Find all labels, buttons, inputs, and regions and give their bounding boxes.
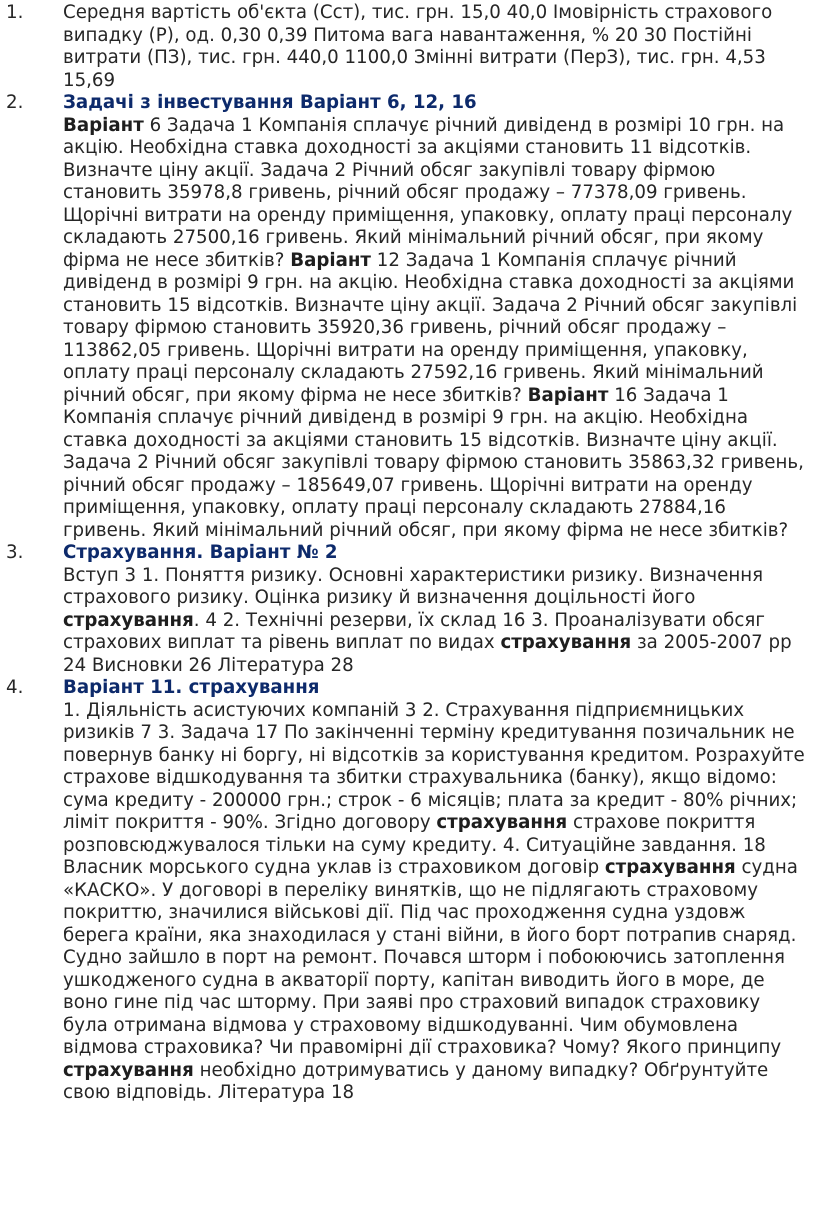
result-number: 3. — [6, 542, 24, 563]
snippet-highlight: Варіант — [63, 114, 144, 136]
result-number: 1. — [6, 2, 24, 23]
results-list — [0, 2, 810, 1105]
result-item — [0, 542, 810, 677]
result-item — [0, 2, 810, 92]
snippet-text: 16 Задача 1 Компанія сплачує річний дивіденд в розмірі 9 грн. на акцію. Необхідна ставка доходності за акціями становить 15 відсотків. Визначте ціну акції. Задача 2 Річний обсяг закупівлі товару фірмою становить 35863,32 гривень, річний обсяг продажу – 185649,07 гривень. Щорічні витрати на оренду приміщення, упаковку, оплату праці персоналу складають 27884,16 гривень. Який мінімальний річний обсяг, при якому фірма не несе збитків? — [63, 384, 804, 541]
snippet-text: Середня вартість об'єкта (Сст), тис. грн. 15,0 40,0 Імовірність страхового випадку (Р), од. 0,30 0,39 Питома вага навантаження, % 20 30 Постійні витрати (ПЗ), тис. грн. 440,0 1100,0 Змінні витрати (ПерЗ), тис. грн. 4,53 15,69 — [63, 2, 773, 91]
result-snippet — [63, 565, 810, 678]
snippet-text: 12 Задача 1 Компанія сплачує річний дивіденд в розмірі 9 грн. на акцію. Необхідна ставка доходності за акціями становить 15 відсотків. Визначте ціну акції. Задача 2 Річний обсяг закупівлі товару фірмою становить 35920,36 гривень, річний обсяг продажу – 113862,05 гривень. Щорічні витрати на оренду приміщення, упаковку, оплату праці персоналу складають 27592,16 гривень. Який мінімальний річний обсяг, при якому фірма не несе збитків? — [63, 249, 798, 406]
result-title-link[interactable]: Задачі з інвестування Варіант 6, 12, 16 — [63, 92, 477, 113]
snippet-highlight: страхування — [604, 857, 736, 878]
result-snippet — [63, 2, 810, 92]
result-item — [0, 677, 810, 1105]
result-number: 2. — [6, 92, 24, 113]
snippet-text: Вступ 3 1. Поняття ризику. Основні характеристики ризику. Визначення страхового ризику. Оцінка ризику й визначення доцільності його — [63, 564, 764, 608]
result-snippet — [63, 115, 810, 543]
snippet-text: судна «КАСКО». У договорі в переліку винятків, що не підлягають страховому покриттю, значилися військові дії. Під час проходження судна уздовж берега країни, яка знаходилася у стані війни, в його борт потрапив снаряд. Судно зайшло в порт на ремонт. Почався шторм і побоюючись затоплення ушкодженого судна в акваторії порту, капітан виводить його в море, де воно гине під час шторму. При заяві про страховий випадок страховику була отримана відмова у страховому відшкодуванні. Чим обумовлена відмова страховика? Чи правомірні дії страховика? Чому? Якого принципу — [63, 857, 798, 1058]
snippet-text: . 4 2. Технічні резерви, їх склад 16 3. Проаналізувати обсяг страхових виплат та рівень виплат по видах — [63, 609, 765, 653]
snippet-text: необхідно дотримуватись у даному випадку? Обґрунтуйте свою відповідь. Література 18 — [63, 1059, 769, 1103]
snippet-highlight: Варіант — [527, 384, 609, 406]
snippet-text: 6 Задача 1 Компанія сплачує річний дивіденд в розмірі 10 грн. на акцію. Необхідна ставка доходності за акціями становить 11 відсотків. Визначте ціну акції. Задача 2 Річний обсяг закупівлі товару фірмою становить 35978,8 гривень, річний обсяг продажу – 77378,09 гривень. Щорічні витрати на оренду приміщення, упаковку, оплату праці персоналу складають 27500,16 гривень. Який мінімальний річний обсяг, при якому фірма не несе збитків? — [63, 114, 793, 271]
snippet-text: страхове покриття розповсюджувалося тільки на суму кредиту. 4. Ситуаційне завдання. 18 Власник морського судна уклав із страховиком договір — [63, 812, 766, 878]
result-number: 4. — [6, 677, 24, 698]
result-title-link[interactable]: Варіант 11. страхування — [63, 677, 320, 698]
result-item — [0, 92, 810, 542]
snippet-highlight: страхування — [63, 1059, 194, 1081]
snippet-text: 1. Діяльність асистуючих компаній 3 2. Страхування підприємницьких ризиків 7 3. Задача 17 По закінченні терміну кредитування позичальник не повернув банку ні боргу, ні відсотків за користування кредитом. Розрахуйте страхове відшкодування та збитки страхувальника (банку), якщо відомо: сума кредиту - 200000 грн.; строк - 6 місяців; плата за кредит - 80% річних; ліміт покриття - 90%. Згідно договору — [63, 699, 805, 833]
result-snippet — [63, 700, 810, 1105]
snippet-highlight: страхування — [63, 609, 194, 631]
snippet-highlight: страхування — [436, 812, 568, 833]
result-title-link[interactable]: Страхування. Варіант № 2 — [63, 542, 338, 563]
snippet-highlight: Варіант — [290, 249, 371, 271]
snippet-highlight: страхування — [500, 632, 632, 653]
snippet-text: за 2005-2007 рр 24 Висновки 26 Література 28 — [63, 632, 792, 676]
